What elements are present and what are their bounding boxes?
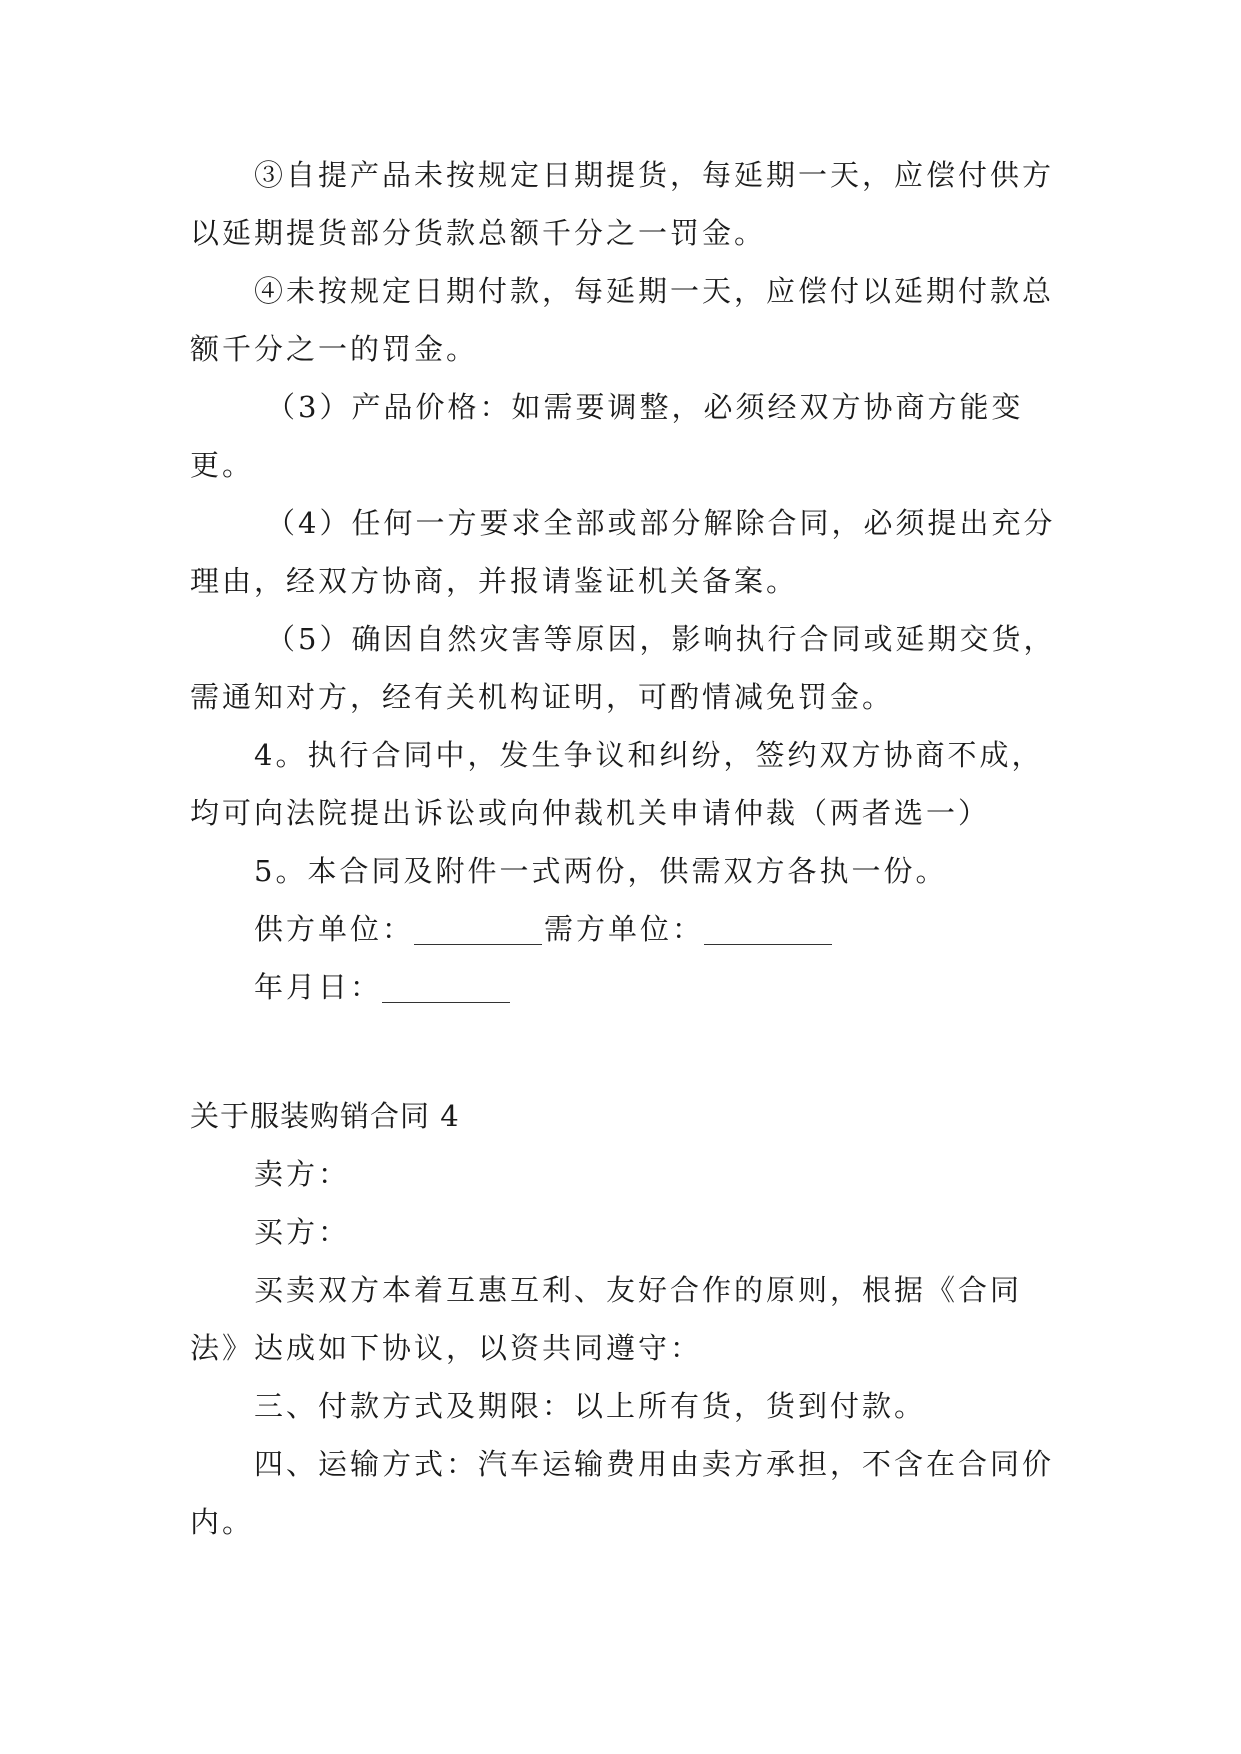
clause-force-majeure: （5）确因自然灾害等原因，影响执行合同或延期交货，需通知对方，经有关机构证明，可酌情减免罚金。 (190, 622, 1056, 714)
supplier-unit-blank (414, 914, 542, 945)
supplier-unit-label: 供方单位： (254, 912, 415, 946)
article-dispute: 4。执行合同中，发生争议和纠纷，签约双方协商不成，均可向法院提出诉讼或向仲裁机关申请仲裁（两者选一） (190, 738, 1044, 830)
transport-terms: 四、运输方式：汽车运输费用由卖方承担，不含在合同价内。 (190, 1447, 1055, 1539)
penalty-item-3: ③自提产品未按规定日期提货，每延期一天，应偿付供方以延期提货部分货款总额千分之一罚金。 (190, 158, 1055, 250)
clause-termination: （4）任何一方要求全部或部分解除合同，必须提出充分理由，经双方协商，并报请鉴证机关备案。 (190, 506, 1056, 598)
contract-intro: 买卖双方本着互惠互利、友好合作的原则，根据《合同法》达成如下协议，以资共同遵守： (190, 1273, 1023, 1365)
buyer-unit-label: 需方单位： (544, 912, 705, 946)
seller-line: 卖方： (254, 1157, 351, 1191)
buyer-unit-blank (704, 914, 832, 945)
signature-units-line (190, 900, 1070, 958)
clause-price: （3）产品价格：如需要调整，必须经双方协商方能变更。 (190, 390, 1024, 482)
contract-title: 关于服装购销合同 4 (190, 1099, 460, 1133)
date-label: 年月日： (254, 970, 383, 1004)
penalty-item-4: ④未按规定日期付款，每延期一天，应偿付以延期付款总额千分之一的罚金。 (190, 274, 1055, 366)
buyer-line: 买方： (254, 1215, 351, 1249)
contract-4 (190, 1087, 1070, 1551)
payment-terms: 三、付款方式及期限：以上所有货，货到付款。 (254, 1389, 927, 1423)
contract-continuation (190, 146, 1070, 1016)
article-copies: 5。本合同及附件一式两份，供需双方各执一份。 (254, 854, 948, 888)
date-blank (382, 972, 510, 1003)
date-line (190, 958, 1070, 1016)
